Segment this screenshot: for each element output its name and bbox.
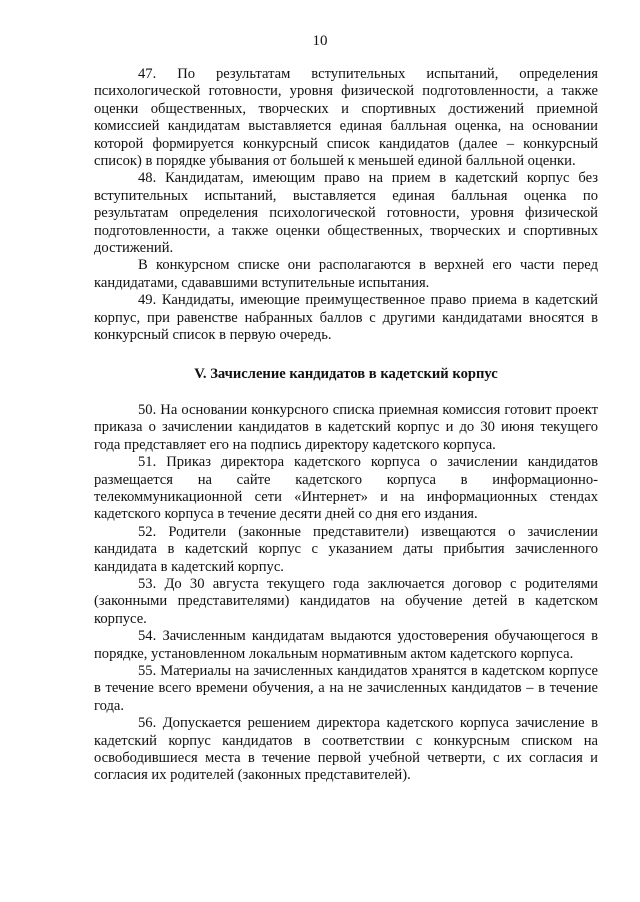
- paragraph-55: 55. Материалы на зачисленных кандидатов хранятся в кадетском корпусе в течение всего времени обучения, а на не зачисленных кандидатов – в течение года.: [94, 663, 598, 714]
- page-number: 10: [312, 33, 328, 49]
- paragraph-48-continuation: В конкурсном списке они располагаются в верхней его части перед кандидатами, сдававшими вступительные испытания.: [94, 257, 598, 291]
- section-heading: V. Зачисление кандидатов в кадетский корпус: [194, 365, 498, 382]
- paragraph-47: 47. По результатам вступительных испытаний, определения психологической готовности, уровня физической подготовленности, а также оценки общественных, творческих и спортивных достижений приемной комиссией кандидатам выставляется единая балльная оценка, на основании которой формируется конкурсный список кандидатов (далее – конкурсный список) в порядке убывания от большей к меньшей единой балльной оценки.: [94, 66, 598, 170]
- paragraph-49: 49. Кандидаты, имеющие преимущественное право приема в кадетский корпус, при равенстве набранных баллов с другими кандидатами вносятся в конкурсный список в первую очередь.: [94, 292, 598, 344]
- paragraph-51: 51. Приказ директора кадетского корпуса о зачислении кандидатов размещается на сайте кадетского корпуса в информационно-телекоммуникационной сети «Интернет» и на информационных стендах кадетского корпуса в течение десяти дней со дня его издания.: [94, 454, 598, 523]
- paragraph-48: 48. Кандидатам, имеющим право на прием в кадетский корпус без вступительных испытаний, выставляется единая балльная оценка по результатам определения психологической готовности, уровня физической подготовленности, а также оценки общественных, творческих и спортивных достижений.: [94, 170, 598, 257]
- paragraph-54: 54. Зачисленным кандидатам выдаются удостоверения обучающегося в порядке, установленном локальным нормативным актом кадетского корпуса.: [94, 628, 598, 662]
- paragraph-52: 52. Родители (законные представители) извещаются о зачислении кандидата в кадетский корпус с указанием даты прибытия зачисленного кандидата в кадетский корпус.: [94, 523, 598, 575]
- paragraph-50: 50. На основании конкурсного списка приемная комиссия готовит проект приказа о зачислении кандидатов в кадетский корпус и до 30 июня текущего года представляет его на подпись директору кадетского корпуса.: [94, 401, 598, 453]
- document-body: [94, 66, 598, 785]
- paragraph-53: 53. До 30 августа текущего года заключается договор с родителями (законными представителями) кандидатов на обучение детей в кадетском корпусе.: [94, 575, 598, 627]
- paragraph-56: 56. Допускается решением директора кадетского корпуса зачисление в кадетский корпус кандидатов в соответствии с конкурсным списком на освободившиеся места в течение первой учебной четверти, с их согласия и согласия их родителей (законных представителей).: [94, 715, 598, 784]
